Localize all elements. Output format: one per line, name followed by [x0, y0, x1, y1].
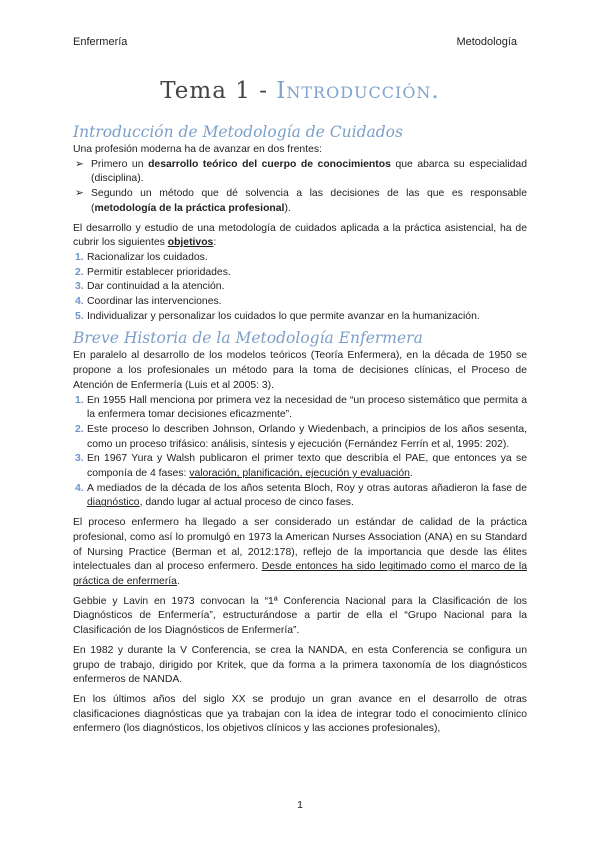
- list-item: 3. En 1967 Yura y Walsh publicaron el primer texto que describía el PAE, que entonces ya se componía de 4 fases: valoración, planificación, ejecución y evaluación.: [75, 453, 527, 480]
- paragraph: En 1982 y durante la V Conferencia, se crea la NANDA, en esta Conferencia se configura un grupo de trabajo, dirigido por Kritek, que da forma a la primera taxonomía de los diagnósticos enfermeros de NANDA.: [73, 644, 527, 686]
- title-prefix: Tema 1 -: [160, 78, 277, 104]
- paragraph: Gebbie y Lavin en 1973 convocan la “1ª Conferencia Nacional para la Clasificación de los Diagnósticos de Enfermería”, estructurándose a partir de ella el “Grupo Nacional para la Clasificación de los Diagnósticos de Enfermería”.: [73, 595, 527, 637]
- paragraph: En los últimos años del siglo XX se produjo un gran avance en el desarrollo de otras clasificaciones diagnósticas que ya trabajan con la idea de integrar todo el conocimiento clínico enfermero (los diagnósticos, los objetivos clínicos y las acciones profesionales),: [73, 693, 527, 735]
- list-item: 4. A mediados de la década de los años setenta Bloch, Roy y otras autoras añadieron la fase de diagnóstico, dando lugar al actual proceso de cinco fases.: [75, 482, 527, 509]
- main-content: [73, 121, 527, 737]
- history-list: [73, 394, 527, 512]
- list-item: 3. Dar continuidad a la atención.: [75, 281, 225, 293]
- page-number: 1: [297, 799, 303, 811]
- paragraph: El desarrollo y estudio de una metodología de cuidados aplicada a la práctica asistencial, ha de cubrir los siguientes objetivos:: [73, 222, 527, 249]
- arrow-list: [73, 158, 527, 217]
- list-item: 4. Coordinar las intervenciones.: [75, 296, 222, 308]
- list-item: ➢ Segundo un método que dé solvencia a las decisiones de las que es responsable (metodología de la práctica profesional).: [75, 188, 527, 214]
- list-item: 1. Racionalizar los cuidados.: [75, 251, 208, 263]
- paragraph: En paralelo al desarrollo de los modelos teóricos (Teoría Enfermera), en la década de 1950 se propone a los profesionales un método para la toma de decisiones clínicas, el Proceso de Atención de Enfermería (Luis et al 2005: 3).: [73, 350, 527, 391]
- header-right: Metodología: [456, 36, 517, 48]
- objectives-list: [73, 251, 527, 325]
- list-item: 1. En 1955 Hall menciona por primera vez la necesidad de “un proceso sistemático que permita a la enfermera tomar decisiones eficazmente”.: [75, 394, 527, 421]
- page-title: [0, 78, 600, 104]
- section-heading-history: Breve Historia de la Metodología Enfermera: [73, 329, 423, 348]
- section-heading-intro: Introducción de Metodología de Cuidados: [73, 123, 403, 141]
- header-left: Enfermería: [73, 36, 128, 48]
- list-item: ➢ Primero un desarrollo teórico del cuerpo de conocimientos que abarca su especialidad (disciplina).: [75, 158, 527, 185]
- arrow-bullet-icon: ➢: [75, 188, 84, 200]
- list-item: 2. Permitir establecer prioridades.: [75, 266, 231, 278]
- list-item: 2. Este proceso lo describen Johnson, Orlando y Wiedenbach, a principios de los años sesenta, como un proceso trifásico: análisis, síntesis y ejecución (Fernández Ferrín et al, 1995: 202).: [75, 423, 527, 450]
- paragraph: El proceso enfermero ha llegado a ser considerado un estándar de calidad de la práctica profesional, como así lo promulgó en 1973 la American Nurses Association (ANA) en su Standard of Nursing Practice (Berman et al, 2012:178), reflejo de la importancia que desde las élites intelectuales dan al proceso enfermero. Desde entonces ha sido legitimado como el marco de la práctica de enfermería.: [73, 517, 527, 587]
- list-item: 5. Individualizar y personalizar los cuidados lo que permite avanzar en la humanización.: [75, 310, 480, 322]
- title-main: Introducción.: [276, 78, 440, 104]
- arrow-bullet-icon: ➢: [75, 158, 84, 170]
- paragraph: Una profesión moderna ha de avanzar en dos frentes:: [73, 144, 322, 155]
